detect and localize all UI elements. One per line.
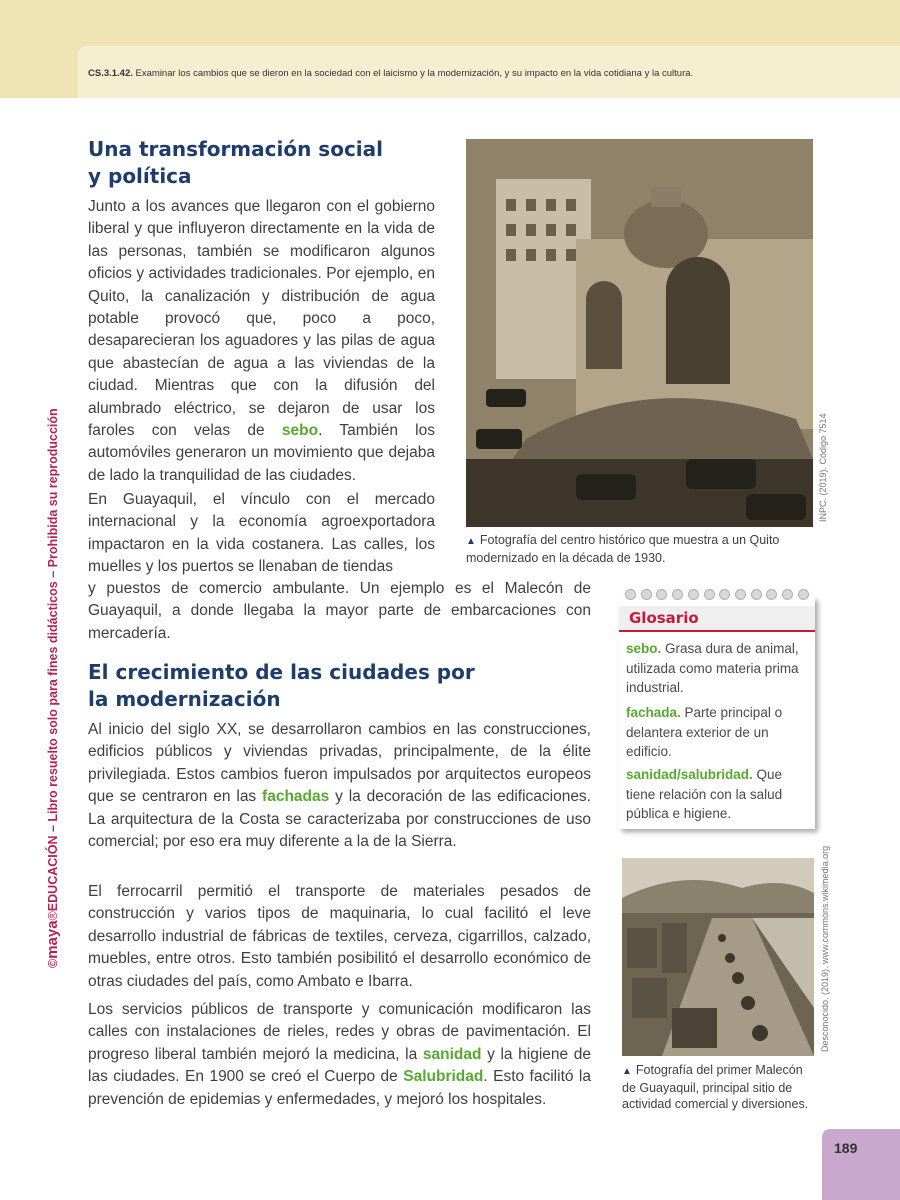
photo-guayaquil-malecon [622, 858, 814, 1056]
caption-quito [466, 532, 813, 566]
glossary-term-fachadas[interactable]: fachadas [262, 788, 330, 806]
paragraph-transformation [88, 196, 435, 487]
text-span: Al inicio del siglo XX, se desarrollaron cambios en las construcciones, edificios públicos y viviendas privadas, principalmente, de la élite privilegiada. Estos cambios fueron impulsados por arquitectos europeos que se centraron en las [88, 721, 591, 806]
section-title-city-growth [88, 659, 588, 713]
glossary-term: fachada. [626, 705, 681, 720]
caption-text: Fotografía del primer Malecón de Guayaquil, principal sitio de actividad comercial y diversiones. [622, 1063, 809, 1111]
glossary-entry-sanidad [626, 765, 812, 824]
glossary-entry-fachada [626, 703, 812, 762]
paragraph-guayaquil-wide: y puestos de comercio ambulante. Un ejemplo es el Malecón de Guayaquil, a donde llegaba la mayor parte de embarcaciones con mercadería. [88, 580, 591, 642]
triangle-bullet-icon: ▲ [466, 536, 476, 547]
ring-icon [735, 589, 746, 600]
ring-icon [751, 589, 762, 600]
glossary-definition: Que tiene relación con la salud pública e higiene. [626, 767, 783, 821]
side-arch [586, 281, 622, 369]
glossary-term: sanidad/salubridad. [626, 767, 753, 782]
title-line-2: la modernización [88, 687, 281, 711]
cathedral-arch-door [666, 257, 730, 384]
ring-icon [641, 589, 652, 600]
photo-credit-quito: INPC. (2019). Código 7514 [818, 413, 828, 522]
triangle-bullet-icon: ▲ [622, 1066, 632, 1077]
objective-code: CS.3.1.42. [88, 68, 133, 79]
ring-icon [782, 589, 793, 600]
glossary-card [619, 597, 815, 829]
text-span: . También los automóviles generaron un movimiento que dejaba de lado la tranquilidad de las ciudades. [88, 422, 435, 484]
spiral-binding [619, 589, 815, 603]
ring-icon [798, 589, 809, 600]
quito-photo-illustration [466, 139, 813, 527]
glossary-definition: Grasa dura de animal, utilizada como materia prima industrial. [626, 641, 799, 695]
glossary-title: Glosario [619, 606, 815, 632]
registered-mark: ® [46, 911, 60, 921]
ring-icon [766, 589, 777, 600]
title-line-1: Una transformación social [88, 137, 383, 161]
photo-credit-guayaquil: Desconocido. (2019). www.commons.wikimedia.org [820, 845, 830, 1052]
copyright-rest: EDUCACIÓN – Libro resuelto solo para fines didácticos – Prohibida su reproducción [46, 408, 60, 912]
kiosk-building [672, 1008, 717, 1048]
caption-guayaquil [622, 1062, 820, 1112]
section-title-social-transformation [88, 136, 448, 190]
glossary-entry-sebo [626, 639, 812, 698]
photo-quito-historic-center [466, 139, 813, 527]
text-span: Los servicios públicos de transporte y comunicación modificaron las calles con instalaciones de rieles, redes y obras de pavimentación. El progreso liberal también mejoró la medicina, la [88, 1001, 591, 1063]
malecon-photo-illustration [622, 858, 814, 1056]
dome-lantern [651, 187, 681, 207]
glossary-term: sebo. [626, 641, 662, 656]
ring-icon [672, 589, 683, 600]
caption-text: Fotografía del centro histórico que muestra a un Quito modernizado en la década de 1930. [466, 533, 780, 565]
glossary-term-sebo[interactable]: sebo [281, 422, 319, 440]
paragraph-architecture [88, 719, 591, 853]
paragraph-guayaquil-narrow: En Guayaquil, el vínculo con el mercado internacional y la economía agroexportadora impactaron en la vida costanera. Las calles, los muelles y los puertos se llenaban de tiendas [88, 491, 435, 576]
brand-name: maya [44, 920, 61, 959]
title-line-1: El crecimiento de las ciudades por [88, 660, 475, 684]
glossary-definition: Parte principal o delantera exterior de un edificio. [626, 705, 783, 759]
paragraph-public-services [88, 999, 591, 1111]
ring-icon [688, 589, 699, 600]
objective-text: Examinar los cambios que se dieron en la sociedad con el laicismo y la modernización, y su impacto en la vida cotidiana y la cultura. [132, 68, 694, 79]
glossary-term-salubridad[interactable]: Salubridad [403, 1068, 484, 1086]
text-span: y la higiene de las ciudades. En 1900 se creó el Cuerpo de [88, 1045, 591, 1086]
page-number: 189 [822, 1129, 900, 1200]
copyright-symbol: © [46, 958, 60, 968]
ring-icon [656, 589, 667, 600]
ring-icon [625, 589, 636, 600]
title-line-2: y política [88, 164, 192, 188]
ring-icon [719, 589, 730, 600]
glossary-term-sanidad[interactable]: sanidad [422, 1045, 482, 1063]
text-span: y la decoración de las edificaciones. La arquitectura de la Costa se caracterizaba por construcciones de uso comercial; por eso era muy diferente a la de la Sierra. [88, 788, 591, 851]
text-span: Junto a los avances que llegaron con el gobierno liberal y que influyeron directamente en la vida de las personas, también se modificaron algunos oficios y actividades tradicionales. Por ejemplo, en Quito, la canalización y distribución de agua potable provocó que, poco a poco, desaparecieran los aguadores y las pilas de agua que abastecían de agua a las viviendas de la ciudad. Mientras que con la difusión del alumbrado eléctrico, se dejaron de usar los faroles con velas de [88, 198, 435, 440]
ring-icon [704, 589, 715, 600]
paragraph-railway: El ferrocarril permitió el transporte de materiales pesados de construcción y varios tipos de maquinaria, lo cual facilitó el leve desarrollo industrial de fábricas de textiles, cerveza, cigarrillos, calzado, muebles, entre otros. Esto también posibilitó el desarrollo económico de otras ciudades del país, como Ambato e Ibarra. [88, 883, 591, 990]
text-span: . Esto facilitó la prevención de epidemias y enfermedades, y mejoró los hospitales. [88, 1068, 592, 1108]
